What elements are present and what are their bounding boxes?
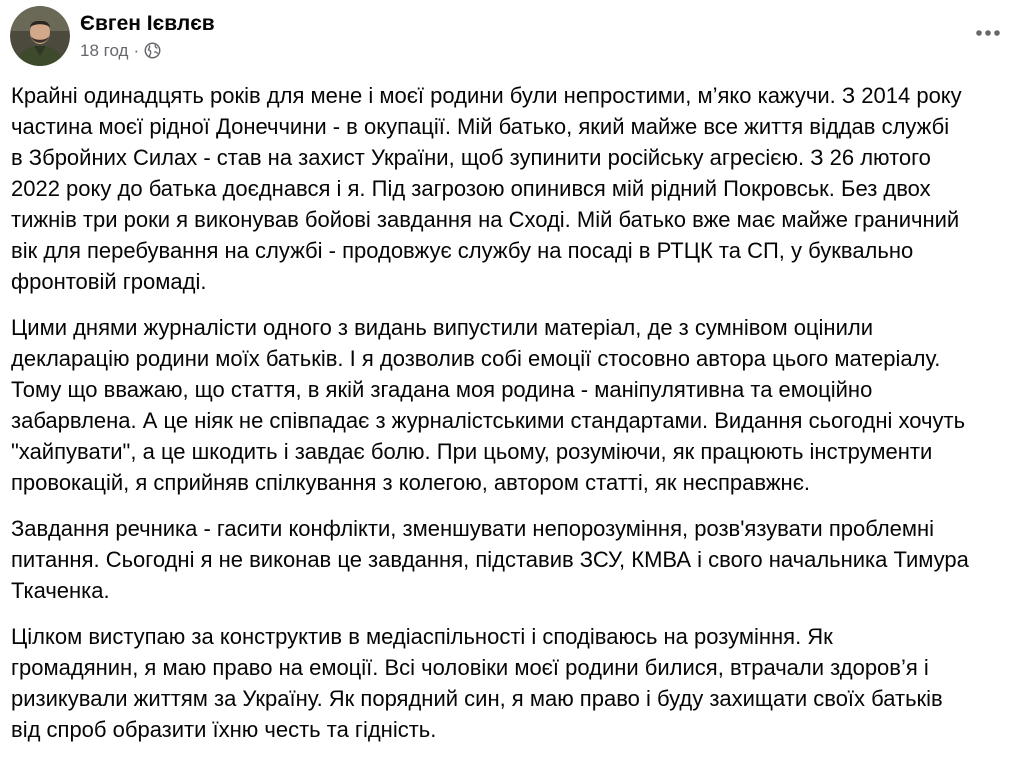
more-horizontal-icon	[975, 29, 1001, 37]
post-meta	[80, 11, 215, 62]
author-avatar[interactable]	[10, 6, 70, 66]
post-timestamp[interactable]: 18 год	[80, 40, 129, 60]
post-body	[11, 80, 1011, 760]
post-paragraph: Крайні одинадцять років для мене і моєї родини були непростими, м’яко кажучи. З 2014 року частина моєї рідної Донеччини - в окупації. Мій батько, який майже все життя віддав службі в Збройних Силах - став на захист України, щоб зупинити російську агресією. З 26 лютого 2022 року до батька доєднався і я. Під загрозою опинився мій рідний Покровськ. Без двох тижнів три роки я виконував бойові завдання на Сході. Мій батько вже має майже граничний вік для перебування на службі - продовжує службу на посаді в РТЦК та СП, у буквально фронтовій громаді.	[11, 83, 962, 294]
more-options-button[interactable]	[968, 18, 1008, 48]
author-name[interactable]: Євген Ієвлєв	[80, 11, 215, 35]
globe-icon[interactable]	[144, 42, 161, 59]
avatar-photo	[10, 6, 70, 66]
post-paragraph: Завдання речника - гасити конфлікти, зменшувати непорозуміння, розв'язувати проблемні питання. Сьогодні я не виконав це завдання, підставив ЗСУ, КМВА і свого начальника Тимура Ткаченка.	[11, 516, 969, 603]
post-header	[10, 6, 215, 66]
post-time-row	[80, 40, 215, 62]
meta-separator: ·	[133, 40, 140, 60]
post-paragraph: Цілком виступаю за конструктив в медіаспільності і сподіваюсь на розуміння. Як громадянин, я маю право на емоції. Всі чоловіки моєї родини билися, втрачали здоров’я і ризикували життям за Україну. Як порядний син, я маю право і буду захищати своїх батьків від спроб образити їхню честь та гідність.	[11, 624, 943, 742]
post-paragraph: Цими днями журналісти одного з видань випустили матеріал, де з сумнівом оцінили декларацію родини моїх батьків. І я дозволив собі емоції стосовно автора цього матеріалу. Тому що вважаю, що стаття, в якій згадана моя родина - маніпулятивна та емоційно забарвлена. А це ніяк не співпадає з журналістськими стандартами. Видання сьогодні хочуть "хайпувати", а це шкодить і завдає болю. При цьому, розуміючи, як працюють інструменти провокацій, я сприйняв спілкування з колегою, автором статті, як несправжнє.	[11, 315, 966, 495]
